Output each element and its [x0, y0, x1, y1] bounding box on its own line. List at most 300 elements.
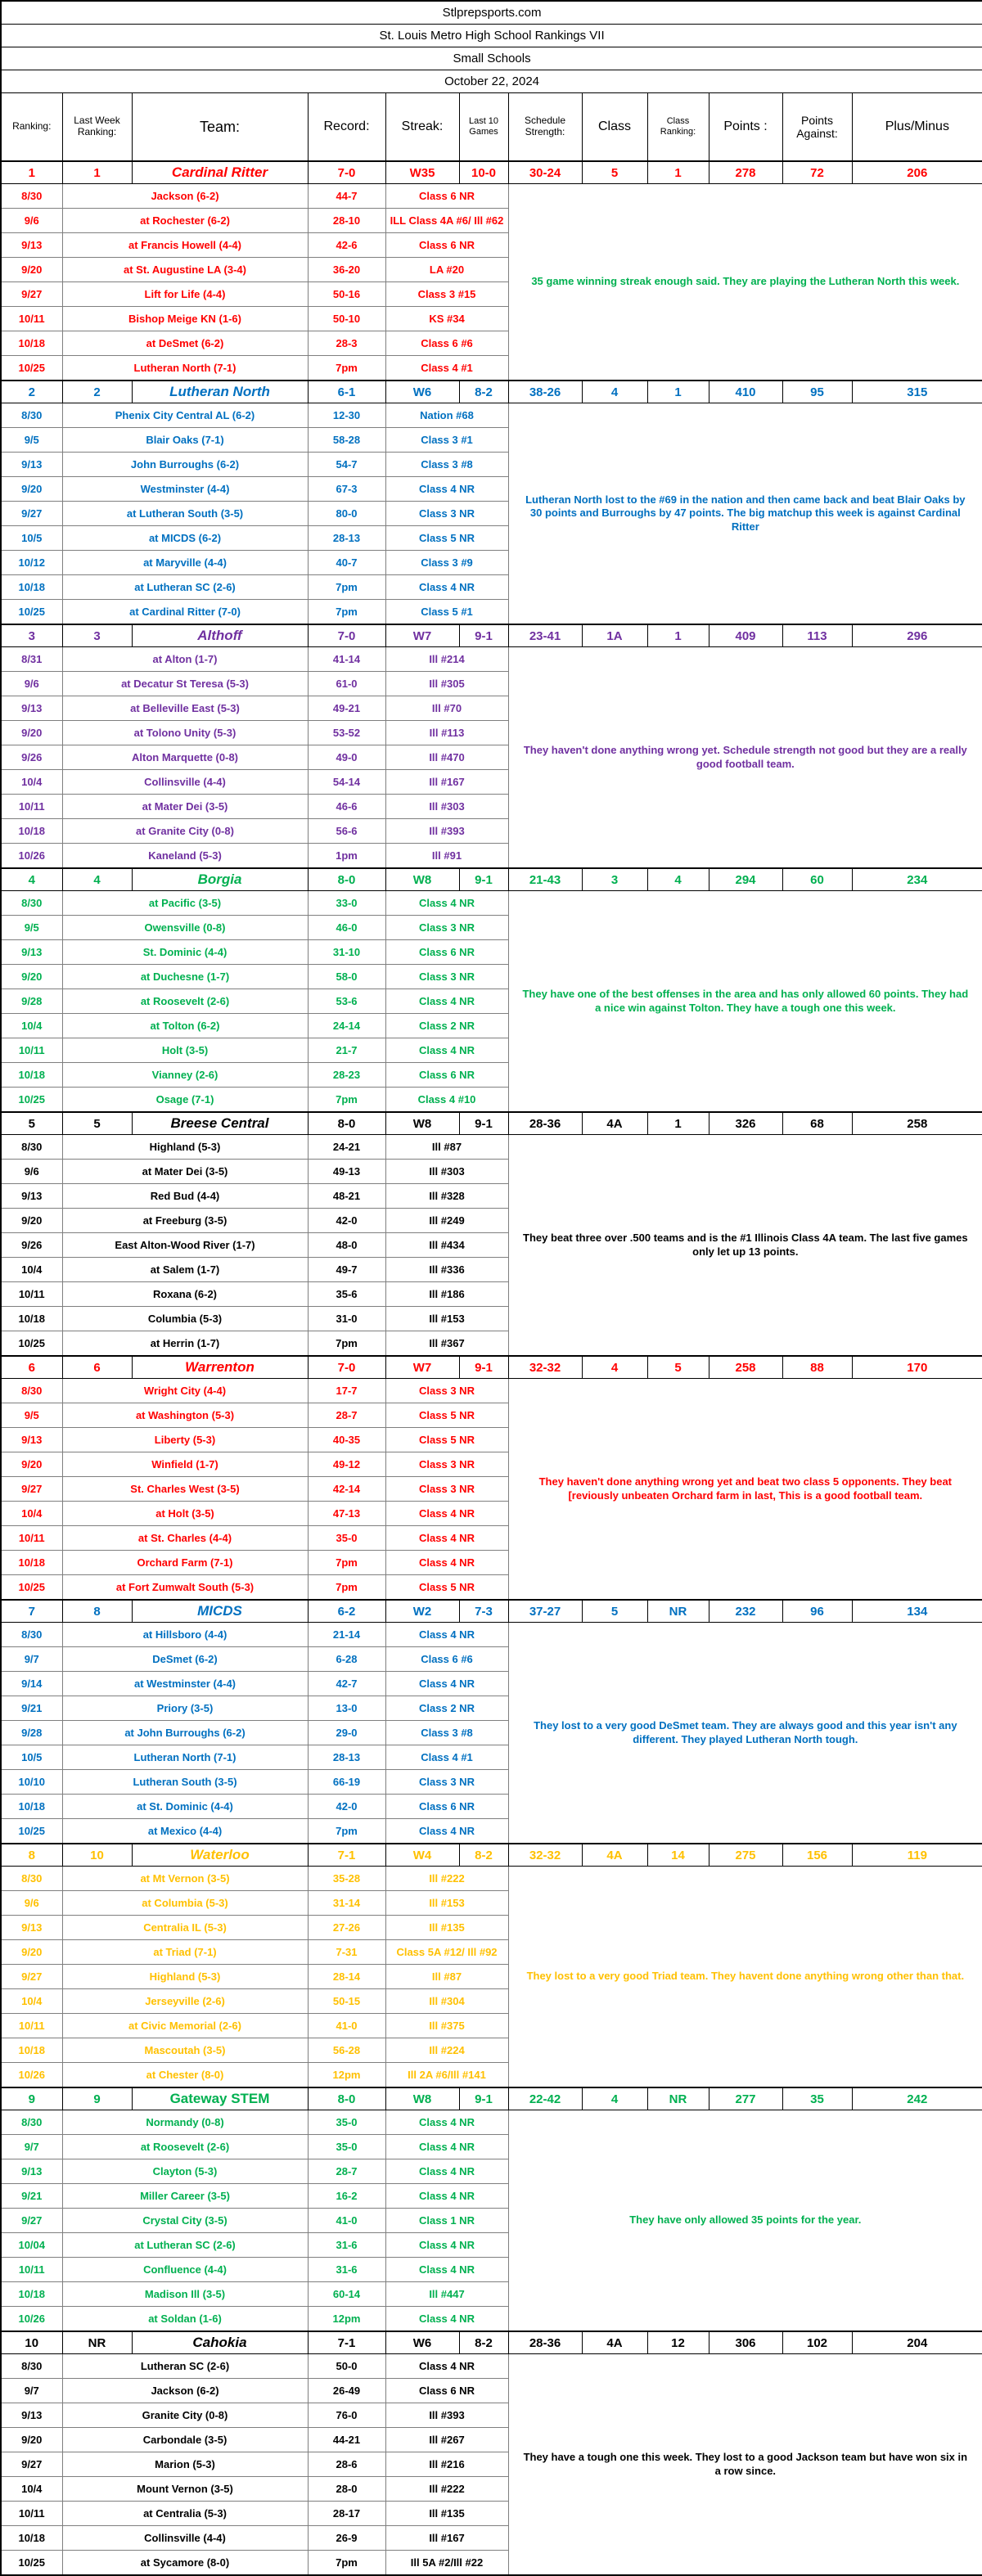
game-opponent: Orchard Farm (7-1) — [62, 1551, 308, 1575]
game-opponent: at Mexico (4-4) — [62, 1819, 308, 1844]
game-opponent: Wright City (4-4) — [62, 1379, 308, 1403]
game-score: 29-0 — [308, 1721, 385, 1745]
game-opponent: at Roosevelt (2-6) — [62, 2135, 308, 2159]
game-score: 58-0 — [308, 965, 385, 989]
game-opponent: at Pacific (3-5) — [62, 891, 308, 916]
game-class-rank: Ill #135 — [385, 1916, 508, 1940]
game-class-rank: Ill #167 — [385, 770, 508, 795]
col-header-last-week-ranking: Last Week Ranking: — [62, 93, 132, 162]
game-date: 9/20 — [1, 1452, 62, 1477]
game-row — [1, 1135, 982, 1160]
game-class-rank: Ill #447 — [385, 2282, 508, 2307]
game-opponent: St. Charles West (3-5) — [62, 1477, 308, 1502]
game-date: 9/28 — [1, 989, 62, 1014]
team-last-week: 8 — [62, 1600, 132, 1623]
game-score: 42-14 — [308, 1477, 385, 1502]
game-opponent: at St. Dominic (4-4) — [62, 1795, 308, 1819]
team-streak: W4 — [385, 1844, 459, 1867]
team-ranking: 1 — [1, 161, 62, 184]
game-score: 54-7 — [308, 453, 385, 477]
game-class-rank: Ill #375 — [385, 2014, 508, 2038]
game-opponent: Normandy (0-8) — [62, 2110, 308, 2135]
game-opponent: Westminster (4-4) — [62, 477, 308, 502]
game-score: 7pm — [308, 575, 385, 600]
game-class-rank: Ill #304 — [385, 1989, 508, 2014]
team-class: 3 — [582, 868, 647, 891]
team-class-ranking: 12 — [647, 2331, 709, 2354]
game-score: 42-0 — [308, 1795, 385, 1819]
game-date: 9/21 — [1, 2184, 62, 2209]
game-score: 17-7 — [308, 1379, 385, 1403]
team-record: 7-0 — [308, 161, 385, 184]
team-points: 410 — [709, 381, 782, 403]
game-score: 41-14 — [308, 647, 385, 672]
team-class: 4A — [582, 1844, 647, 1867]
game-class-rank: Class 4 NR — [385, 2159, 508, 2184]
game-date: 9/20 — [1, 477, 62, 502]
col-header-plus-minus: Plus/Minus — [852, 93, 982, 162]
game-score: 7pm — [308, 1088, 385, 1113]
team-class: 1A — [582, 624, 647, 647]
game-class-rank: Ill #87 — [385, 1965, 508, 1989]
game-opponent: Owensville (0-8) — [62, 916, 308, 940]
game-score: 16-2 — [308, 2184, 385, 2209]
game-date: 10/26 — [1, 2063, 62, 2088]
game-date: 8/30 — [1, 403, 62, 428]
team-last10: 9-1 — [459, 624, 508, 647]
game-date: 10/18 — [1, 575, 62, 600]
team-plus-minus: 204 — [852, 2331, 982, 2354]
team-schedule-strength: 37-27 — [508, 1600, 582, 1623]
title-row — [1, 25, 982, 47]
game-class-rank: Class 3 NR — [385, 1452, 508, 1477]
team-points: 277 — [709, 2087, 782, 2110]
game-score: 28-7 — [308, 1403, 385, 1428]
game-date: 9/7 — [1, 2379, 62, 2403]
team-last10: 9-1 — [459, 868, 508, 891]
game-score: 7pm — [308, 1575, 385, 1601]
game-class-rank: Class 4 NR — [385, 1038, 508, 1063]
game-date: 8/30 — [1, 891, 62, 916]
team-header-row — [1, 381, 982, 403]
game-date: 8/31 — [1, 647, 62, 672]
game-class-rank: Ill #214 — [385, 647, 508, 672]
game-date: 10/18 — [1, 2282, 62, 2307]
game-row — [1, 1623, 982, 1647]
team-header-row — [1, 2087, 982, 2110]
game-score: 47-13 — [308, 1502, 385, 1526]
game-score: 53-6 — [308, 989, 385, 1014]
team-name: Cardinal Ritter — [132, 161, 308, 184]
team-plus-minus: 315 — [852, 381, 982, 403]
game-opponent: at Soldan (1-6) — [62, 2307, 308, 2332]
team-record: 7-1 — [308, 1844, 385, 1867]
game-date: 10/18 — [1, 1795, 62, 1819]
game-score: 28-0 — [308, 2477, 385, 2502]
team-last-week: NR — [62, 2331, 132, 2354]
game-score: 26-9 — [308, 2526, 385, 2551]
game-opponent: Miller Career (3-5) — [62, 2184, 308, 2209]
game-opponent: Bishop Meige KN (1-6) — [62, 307, 308, 331]
team-schedule-strength: 22-42 — [508, 2087, 582, 2110]
team-header-row — [1, 1600, 982, 1623]
game-opponent: at Maryville (4-4) — [62, 551, 308, 575]
game-score: 49-13 — [308, 1160, 385, 1184]
team-plus-minus: 258 — [852, 1112, 982, 1135]
game-date: 9/27 — [1, 2209, 62, 2233]
game-opponent: at MICDS (6-2) — [62, 526, 308, 551]
game-score: 24-14 — [308, 1014, 385, 1038]
team-class: 4A — [582, 2331, 647, 2354]
team-class: 4 — [582, 2087, 647, 2110]
team-comment: They haven't done anything wrong yet. Schedule strength not good but they are a really good football team. — [508, 647, 982, 869]
game-date: 9/6 — [1, 1891, 62, 1916]
team-points-against: 95 — [782, 381, 852, 403]
team-ranking: 4 — [1, 868, 62, 891]
game-date: 10/11 — [1, 795, 62, 819]
col-header-streak: Streak: — [385, 93, 459, 162]
game-opponent: at Civic Memorial (2-6) — [62, 2014, 308, 2038]
game-score: 56-28 — [308, 2038, 385, 2063]
game-opponent: at Lutheran SC (2-6) — [62, 575, 308, 600]
team-last10: 9-1 — [459, 2087, 508, 2110]
game-class-rank: Class 5 NR — [385, 1428, 508, 1452]
team-name: Breese Central — [132, 1112, 308, 1135]
team-ranking: 5 — [1, 1112, 62, 1135]
game-opponent: at Centralia (5-3) — [62, 2502, 308, 2526]
game-date: 9/6 — [1, 672, 62, 696]
team-streak: W7 — [385, 1356, 459, 1379]
game-opponent: St. Dominic (4-4) — [62, 940, 308, 965]
game-score: 46-6 — [308, 795, 385, 819]
team-streak: W7 — [385, 624, 459, 647]
game-date: 10/11 — [1, 307, 62, 331]
game-opponent: at Columbia (5-3) — [62, 1891, 308, 1916]
game-class-rank: Class 2 NR — [385, 1014, 508, 1038]
game-date: 10/4 — [1, 1502, 62, 1526]
game-opponent: at Freeburg (3-5) — [62, 1209, 308, 1233]
game-class-rank: Ill #367 — [385, 1331, 508, 1357]
game-opponent: at Chester (8-0) — [62, 2063, 308, 2088]
game-class-rank: Class 2 NR — [385, 1696, 508, 1721]
game-date: 8/30 — [1, 184, 62, 209]
game-score: 31-6 — [308, 2258, 385, 2282]
game-opponent: at Sycamore (8-0) — [62, 2551, 308, 2576]
site-title: Stlprepsports.com — [1, 1, 982, 25]
game-opponent: John Burroughs (6-2) — [62, 453, 308, 477]
team-comment: They beat three over .500 teams and is the #1 Illinois Class 4A team. The last five games only let up 13 points. — [508, 1135, 982, 1357]
team-comment: They have one of the best offenses in the area and has only allowed 60 points. They had a nice win against Tolton. They have a tough one this week. — [508, 891, 982, 1113]
game-score: 41-0 — [308, 2014, 385, 2038]
team-schedule-strength: 28-36 — [508, 2331, 582, 2354]
team-points: 294 — [709, 868, 782, 891]
game-score: 36-20 — [308, 258, 385, 282]
game-class-rank: Class 4 NR — [385, 477, 508, 502]
team-header-row — [1, 868, 982, 891]
game-row — [1, 647, 982, 672]
game-class-rank: Class 4 NR — [385, 2184, 508, 2209]
team-points-against: 102 — [782, 2331, 852, 2354]
game-date: 9/13 — [1, 2403, 62, 2428]
game-score: 35-0 — [308, 1526, 385, 1551]
game-date: 10/18 — [1, 331, 62, 356]
team-points: 232 — [709, 1600, 782, 1623]
title-row — [1, 47, 982, 70]
game-date: 9/6 — [1, 1160, 62, 1184]
game-score: 26-49 — [308, 2379, 385, 2403]
team-points-against: 96 — [782, 1600, 852, 1623]
game-opponent: at Lutheran SC (2-6) — [62, 2233, 308, 2258]
team-class: 4 — [582, 381, 647, 403]
game-opponent: at Salem (1-7) — [62, 1258, 308, 1282]
game-date: 10/25 — [1, 1575, 62, 1601]
team-comment: They lost to a very good Triad team. They havent done anything wrong other than that. — [508, 1867, 982, 2088]
team-name: MICDS — [132, 1600, 308, 1623]
team-record: 8-0 — [308, 1112, 385, 1135]
game-class-rank: Class 4 NR — [385, 1819, 508, 1844]
game-opponent: Lutheran SC (2-6) — [62, 2354, 308, 2379]
game-score: 28-13 — [308, 1745, 385, 1770]
game-opponent: Blair Oaks (7-1) — [62, 428, 308, 453]
team-class-ranking: 14 — [647, 1844, 709, 1867]
team-class: 4 — [582, 1356, 647, 1379]
game-class-rank: Ill #434 — [385, 1233, 508, 1258]
game-class-rank: Class 6 NR — [385, 1063, 508, 1088]
team-record: 8-0 — [308, 2087, 385, 2110]
team-ranking: 8 — [1, 1844, 62, 1867]
team-record: 6-1 — [308, 381, 385, 403]
game-date: 9/27 — [1, 1965, 62, 1989]
game-date: 10/18 — [1, 819, 62, 844]
game-score: 7pm — [308, 1551, 385, 1575]
team-plus-minus: 234 — [852, 868, 982, 891]
game-class-rank: Ill #328 — [385, 1184, 508, 1209]
game-opponent: Holt (3-5) — [62, 1038, 308, 1063]
team-record: 7-0 — [308, 624, 385, 647]
game-date: 9/20 — [1, 965, 62, 989]
team-last10: 9-1 — [459, 1112, 508, 1135]
team-header-row — [1, 1112, 982, 1135]
game-class-rank: Ill #91 — [385, 844, 508, 869]
col-header-record: Record: — [308, 93, 385, 162]
game-date: 10/04 — [1, 2233, 62, 2258]
game-class-rank: Class 6 NR — [385, 233, 508, 258]
game-opponent: East Alton-Wood River (1-7) — [62, 1233, 308, 1258]
game-class-rank: Class 3 #8 — [385, 1721, 508, 1745]
team-plus-minus: 170 — [852, 1356, 982, 1379]
game-opponent: at Rochester (6-2) — [62, 209, 308, 233]
game-score: 35-28 — [308, 1867, 385, 1891]
game-class-rank: ILL Class 4A #6/ Ill #62 — [385, 209, 508, 233]
game-score: 53-52 — [308, 721, 385, 745]
team-comment: They have a tough one this week. They lost to a good Jackson team but have won six in a row since. — [508, 2354, 982, 2576]
team-schedule-strength: 32-32 — [508, 1356, 582, 1379]
game-score: 28-6 — [308, 2452, 385, 2477]
game-opponent: Marion (5-3) — [62, 2452, 308, 2477]
game-class-rank: Class 3 NR — [385, 1379, 508, 1403]
game-class-rank: Ill #470 — [385, 745, 508, 770]
team-last10: 7-3 — [459, 1600, 508, 1623]
team-points: 409 — [709, 624, 782, 647]
game-opponent: at Tolono Unity (5-3) — [62, 721, 308, 745]
game-class-rank: Class 4 NR — [385, 575, 508, 600]
game-date: 10/5 — [1, 526, 62, 551]
game-score: 67-3 — [308, 477, 385, 502]
col-header-class: Class — [582, 93, 647, 162]
game-opponent: Carbondale (3-5) — [62, 2428, 308, 2452]
game-opponent: Collinsville (4-4) — [62, 770, 308, 795]
game-date: 9/7 — [1, 2135, 62, 2159]
game-class-rank: Class 4 NR — [385, 2135, 508, 2159]
game-date: 9/5 — [1, 916, 62, 940]
col-header-team: Team: — [132, 93, 308, 162]
game-opponent: at Roosevelt (2-6) — [62, 989, 308, 1014]
game-opponent: at Decatur St Teresa (5-3) — [62, 672, 308, 696]
game-date: 8/30 — [1, 1623, 62, 1647]
game-opponent: at St. Augustine LA (3-4) — [62, 258, 308, 282]
title-row — [1, 70, 982, 93]
team-class-ranking: NR — [647, 2087, 709, 2110]
game-score: 7pm — [308, 600, 385, 625]
game-score: 33-0 — [308, 891, 385, 916]
game-class-rank: Ill #249 — [385, 1209, 508, 1233]
team-points-against: 113 — [782, 624, 852, 647]
column-header-row — [1, 93, 982, 162]
game-score: 7-31 — [308, 1940, 385, 1965]
team-plus-minus: 206 — [852, 161, 982, 184]
game-date: 9/6 — [1, 209, 62, 233]
game-opponent: at Hillsboro (4-4) — [62, 1623, 308, 1647]
team-points-against: 68 — [782, 1112, 852, 1135]
game-score: 28-13 — [308, 526, 385, 551]
game-class-rank: Nation #68 — [385, 403, 508, 428]
game-score: 31-10 — [308, 940, 385, 965]
game-class-rank: Class 4 NR — [385, 2307, 508, 2332]
page-title: St. Louis Metro High School Rankings VII — [1, 25, 982, 47]
game-date: 10/4 — [1, 770, 62, 795]
game-class-rank: Ill #222 — [385, 1867, 508, 1891]
game-class-rank: Class 5 #1 — [385, 600, 508, 625]
game-score: 49-0 — [308, 745, 385, 770]
team-header-row — [1, 161, 982, 184]
game-class-rank: Ill #70 — [385, 696, 508, 721]
game-date: 9/21 — [1, 1696, 62, 1721]
game-class-rank: Ill #267 — [385, 2428, 508, 2452]
game-date: 10/11 — [1, 1038, 62, 1063]
game-class-rank: Class 4 #1 — [385, 1745, 508, 1770]
team-comment: 35 game winning streak enough said. They are playing the Lutheran North this week. — [508, 184, 982, 381]
game-date: 10/4 — [1, 1014, 62, 1038]
game-date: 8/30 — [1, 1379, 62, 1403]
game-score: 13-0 — [308, 1696, 385, 1721]
game-opponent: at Mater Dei (3-5) — [62, 795, 308, 819]
team-plus-minus: 242 — [852, 2087, 982, 2110]
game-date: 10/11 — [1, 2258, 62, 2282]
game-date: 10/4 — [1, 1258, 62, 1282]
game-opponent: Lutheran North (7-1) — [62, 356, 308, 381]
game-score: 46-0 — [308, 916, 385, 940]
game-opponent: Clayton (5-3) — [62, 2159, 308, 2184]
game-score: 7pm — [308, 1819, 385, 1844]
team-comment: They lost to a very good DeSmet team. They are always good and this year isn't any different. They played Lutheran North tough. — [508, 1623, 982, 1844]
game-opponent: at Washington (5-3) — [62, 1403, 308, 1428]
game-class-rank: Class 6 NR — [385, 2379, 508, 2403]
team-points: 278 — [709, 161, 782, 184]
game-opponent: Columbia (5-3) — [62, 1307, 308, 1331]
game-date: 10/25 — [1, 1331, 62, 1357]
game-score: 31-0 — [308, 1307, 385, 1331]
team-streak: W8 — [385, 2087, 459, 2110]
game-row — [1, 1867, 982, 1891]
game-score: 35-0 — [308, 2135, 385, 2159]
team-schedule-strength: 30-24 — [508, 161, 582, 184]
game-class-rank: Class 3 NR — [385, 965, 508, 989]
game-class-rank: Class 6 #6 — [385, 1647, 508, 1672]
game-score: 35-6 — [308, 1282, 385, 1307]
team-plus-minus: 134 — [852, 1600, 982, 1623]
game-opponent: at John Burroughs (6-2) — [62, 1721, 308, 1745]
team-last10: 8-2 — [459, 381, 508, 403]
game-class-rank: KS #34 — [385, 307, 508, 331]
game-score: 31-6 — [308, 2233, 385, 2258]
game-opponent: Lutheran North (7-1) — [62, 1745, 308, 1770]
team-last-week: 1 — [62, 161, 132, 184]
team-name: Cahokia — [132, 2331, 308, 2354]
game-score: 58-28 — [308, 428, 385, 453]
game-opponent: Centralia IL (5-3) — [62, 1916, 308, 1940]
game-opponent: Alton Marquette (0-8) — [62, 745, 308, 770]
title-row — [1, 1, 982, 25]
team-streak: W6 — [385, 2331, 459, 2354]
game-score: 28-10 — [308, 209, 385, 233]
game-opponent: at Cardinal Ritter (7-0) — [62, 600, 308, 625]
game-class-rank: Class 6 NR — [385, 940, 508, 965]
team-record: 7-0 — [308, 1356, 385, 1379]
game-score: 28-23 — [308, 1063, 385, 1088]
team-plus-minus: 296 — [852, 624, 982, 647]
team-points-against: 35 — [782, 2087, 852, 2110]
game-date: 9/13 — [1, 1428, 62, 1452]
game-class-rank: Class 3 NR — [385, 1477, 508, 1502]
col-header-points: Points : — [709, 93, 782, 162]
game-score: 42-6 — [308, 233, 385, 258]
game-class-rank: Class 5 NR — [385, 1575, 508, 1601]
team-name: Gateway STEM — [132, 2087, 308, 2110]
game-row — [1, 891, 982, 916]
game-opponent: at Francis Howell (4-4) — [62, 233, 308, 258]
game-opponent: at DeSmet (6-2) — [62, 331, 308, 356]
game-score: 28-7 — [308, 2159, 385, 2184]
game-class-rank: Ill #186 — [385, 1282, 508, 1307]
game-score: 50-10 — [308, 307, 385, 331]
game-opponent: Jerseyville (2-6) — [62, 1989, 308, 2014]
team-name: Waterloo — [132, 1844, 308, 1867]
game-class-rank: Ill #336 — [385, 1258, 508, 1282]
game-date: 9/20 — [1, 721, 62, 745]
game-opponent: at Granite City (0-8) — [62, 819, 308, 844]
game-score: 41-0 — [308, 2209, 385, 2233]
game-date: 9/27 — [1, 2452, 62, 2477]
team-record: 7-1 — [308, 2331, 385, 2354]
game-date: 9/20 — [1, 1940, 62, 1965]
team-class-ranking: 1 — [647, 624, 709, 647]
game-score: 44-7 — [308, 184, 385, 209]
game-date: 9/13 — [1, 1184, 62, 1209]
team-points: 258 — [709, 1356, 782, 1379]
game-date: 9/7 — [1, 1647, 62, 1672]
game-score: 7pm — [308, 2551, 385, 2576]
team-streak: W6 — [385, 381, 459, 403]
